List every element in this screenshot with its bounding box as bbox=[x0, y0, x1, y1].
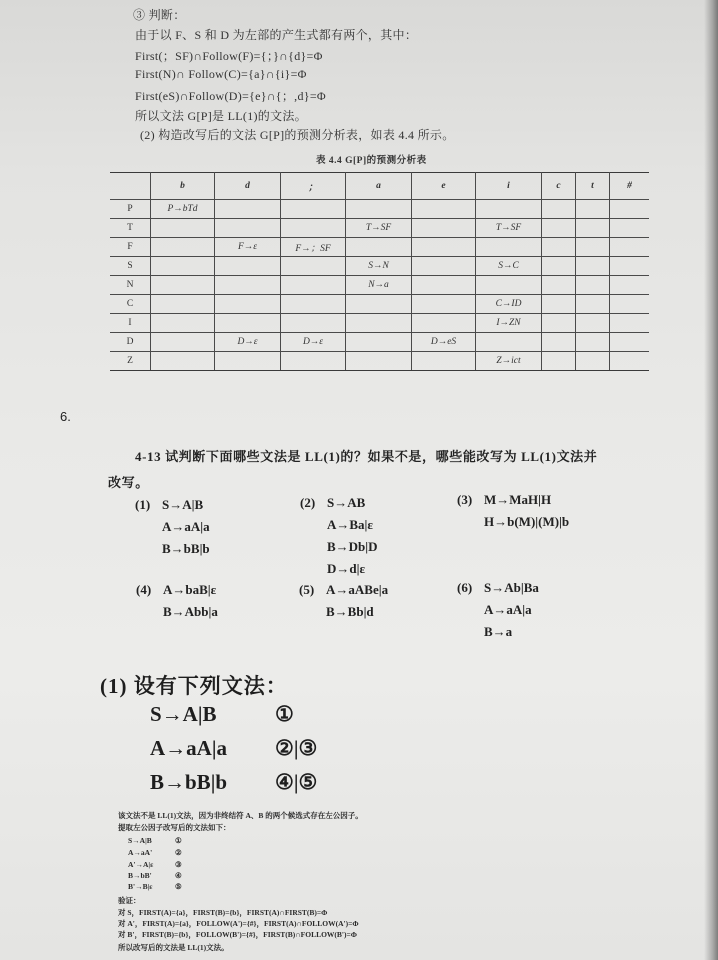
table-cell bbox=[542, 219, 576, 238]
table-row bbox=[110, 257, 649, 276]
table-cell: F→；SF bbox=[281, 238, 346, 257]
table-cell bbox=[281, 200, 346, 219]
table-cell bbox=[610, 314, 650, 333]
rule-number-tags: ① bbox=[275, 702, 294, 726]
production-rule: S→A|B bbox=[162, 497, 204, 512]
table-cell bbox=[542, 257, 576, 276]
first-follow-check: First(N)∩ Follow(C)={a}∩{i}=Φ bbox=[135, 67, 307, 81]
rewritten-rule: B'→B|ε bbox=[128, 882, 153, 891]
table-caption: 表 4.4 G[P]的预测分析表 bbox=[316, 156, 427, 166]
solution-part2: (2) 构造改写后的文法 G[P]的预测分析表，如表 4.4 所示。 bbox=[140, 128, 455, 142]
table-row-nonterminal: P bbox=[110, 200, 151, 219]
table-cell bbox=[542, 238, 576, 257]
grammar-label: (6) bbox=[457, 580, 473, 595]
grammar-label: (3) bbox=[457, 492, 473, 507]
verify-label: 验证： bbox=[118, 896, 141, 905]
table-header-terminal: i bbox=[476, 173, 542, 200]
production-rule: B→Abb|a bbox=[163, 604, 218, 619]
solution-intro: 由于以 F、S 和 D 为左部的产生式都有两个，其中： bbox=[135, 28, 418, 42]
rewritten-rule-tag: ① bbox=[175, 836, 182, 845]
table-cell bbox=[281, 352, 346, 371]
table-row-nonterminal: I bbox=[110, 314, 151, 333]
table-cell: Z→ict bbox=[476, 352, 542, 371]
production-rule: S→Ab|Ba bbox=[484, 580, 539, 595]
verify-check: 对 S，FIRST(A)={a}，FIRST(B)={b}，FIRST(A)∩FIRST(B)=Φ bbox=[118, 908, 328, 917]
table-cell bbox=[215, 352, 281, 371]
table-cell bbox=[215, 200, 281, 219]
table-row-nonterminal: C bbox=[110, 295, 151, 314]
grammar-block-2 bbox=[300, 492, 378, 580]
table-cell bbox=[610, 295, 650, 314]
table-header-terminal: t bbox=[576, 173, 610, 200]
table-cell bbox=[412, 276, 476, 295]
table-cell bbox=[346, 200, 412, 219]
table-cell bbox=[576, 257, 610, 276]
production-rule: A→aA|a bbox=[162, 519, 210, 534]
table-cell bbox=[281, 219, 346, 238]
table-cell bbox=[412, 295, 476, 314]
grammar-label: (5) bbox=[299, 582, 315, 597]
grammar-block-1 bbox=[135, 494, 210, 560]
table-row bbox=[110, 295, 649, 314]
table-row bbox=[110, 219, 649, 238]
table-cell bbox=[281, 314, 346, 333]
item-number: 6. bbox=[60, 409, 71, 424]
production-rule: A→baB|ε bbox=[163, 582, 217, 597]
table-cell: T→SF bbox=[346, 219, 412, 238]
table-header-terminal: c bbox=[542, 173, 576, 200]
table-cell bbox=[281, 276, 346, 295]
rewritten-rule: A→aA' bbox=[128, 848, 153, 857]
table-cell bbox=[610, 200, 650, 219]
table-cell bbox=[476, 238, 542, 257]
exercise-title-continued: 改写。 bbox=[108, 475, 149, 490]
answer-conclusion: 所以改写后的文法是 LL(1)文法。 bbox=[118, 943, 229, 952]
table-cell: D→eS bbox=[412, 333, 476, 352]
parse-table bbox=[110, 172, 649, 371]
table-row bbox=[110, 276, 649, 295]
page-edge-shadow bbox=[704, 0, 718, 960]
table-cell: S→C bbox=[476, 257, 542, 276]
production-rule: A→Ba|ε bbox=[327, 517, 373, 532]
grammar-heading: (1) 设有下列文法： bbox=[100, 674, 288, 698]
table-cell bbox=[476, 276, 542, 295]
table-cell bbox=[476, 200, 542, 219]
table-cell bbox=[151, 276, 215, 295]
table-header-terminal: a bbox=[346, 173, 412, 200]
table-header-terminal: e bbox=[412, 173, 476, 200]
table-cell bbox=[412, 238, 476, 257]
rewritten-rule-tag: ② bbox=[175, 848, 182, 857]
table-cell bbox=[151, 352, 215, 371]
table-cell bbox=[151, 238, 215, 257]
table-cell: P→bTd bbox=[151, 200, 215, 219]
verify-check: 对 A'，FIRST(A)={a}，FOLLOW(A')={#}，FIRST(A)∩FOLLOW(A')=Φ bbox=[118, 919, 359, 928]
production-rule: D→d|ε bbox=[327, 561, 366, 576]
table-row bbox=[110, 314, 649, 333]
table-cell bbox=[576, 352, 610, 371]
step-heading: ③ 判断： bbox=[133, 8, 186, 22]
rule-number-tags: ②|③ bbox=[275, 736, 318, 760]
production-rule: B→Bb|d bbox=[326, 604, 374, 619]
table-cell bbox=[542, 333, 576, 352]
table-row-nonterminal: S bbox=[110, 257, 151, 276]
table-cell bbox=[346, 333, 412, 352]
table-row bbox=[110, 333, 649, 352]
table-cell bbox=[542, 352, 576, 371]
production-rule: S→AB bbox=[327, 495, 366, 510]
table-cell bbox=[610, 276, 650, 295]
exercise-title: 4-13 试判断下面哪些文法是 LL(1)的？如果不是，哪些能改写为 LL(1)文法并 bbox=[135, 449, 598, 464]
table-row-nonterminal: N bbox=[110, 276, 151, 295]
grammar-block-3 bbox=[457, 489, 569, 533]
grammar-label: (4) bbox=[136, 582, 152, 597]
table-cell bbox=[610, 219, 650, 238]
table-cell bbox=[576, 200, 610, 219]
table-cell bbox=[281, 295, 346, 314]
rewritten-rule: A'→A|ε bbox=[128, 860, 154, 869]
production-rule: B→Db|D bbox=[327, 539, 378, 554]
table-cell bbox=[151, 219, 215, 238]
table-header-terminal: b bbox=[151, 173, 215, 200]
table-cell: F→ε bbox=[215, 238, 281, 257]
table-header-row bbox=[110, 173, 649, 200]
table-header-terminal: # bbox=[610, 173, 650, 200]
large-production-rule: A→aA|a bbox=[150, 736, 227, 760]
table-cell bbox=[215, 314, 281, 333]
grammar-label: (2) bbox=[300, 495, 316, 510]
table-cell: C→ID bbox=[476, 295, 542, 314]
table-cell: N→a bbox=[346, 276, 412, 295]
table-header-terminal: ； bbox=[281, 173, 346, 200]
answer-reason: 该文法不是 LL(1)文法，因为非终结符 A、B 的两个候选式存在左公因子。 bbox=[118, 811, 363, 820]
production-rule: A→aABe|a bbox=[326, 582, 389, 597]
table-cell bbox=[346, 295, 412, 314]
grammar-block-6 bbox=[457, 577, 539, 643]
table-cell bbox=[215, 295, 281, 314]
grammar-block-4 bbox=[136, 579, 218, 623]
table-cell: T→SF bbox=[476, 219, 542, 238]
table-row-nonterminal: T bbox=[110, 219, 151, 238]
table-cell bbox=[610, 352, 650, 371]
table-cell bbox=[412, 257, 476, 276]
table-cell bbox=[542, 314, 576, 333]
table-cell bbox=[151, 333, 215, 352]
rewritten-rule-tag: ④ bbox=[175, 871, 182, 880]
table-cell: I→ZN bbox=[476, 314, 542, 333]
table-cell bbox=[476, 333, 542, 352]
table-cell bbox=[151, 295, 215, 314]
table-corner-header bbox=[110, 173, 151, 200]
verify-check: 对 B'，FIRST(B)={b}，FOLLOW(B')={#}，FIRST(B)∩FOLLOW(B')=Φ bbox=[118, 930, 357, 939]
table-cell bbox=[610, 257, 650, 276]
table-row bbox=[110, 200, 649, 219]
grammar-block-5 bbox=[299, 579, 388, 623]
rewritten-rule: B→bB' bbox=[128, 871, 152, 880]
table-cell bbox=[215, 276, 281, 295]
table-cell bbox=[542, 276, 576, 295]
table-cell bbox=[576, 314, 610, 333]
table-cell bbox=[542, 200, 576, 219]
first-follow-check: First(；SF)∩Follow(F)={；}∩{d}=Φ bbox=[135, 49, 323, 63]
rule-number-tags: ④|⑤ bbox=[275, 770, 318, 794]
rewritten-rule: S→A|B bbox=[128, 836, 152, 845]
large-production-rule: B→bB|b bbox=[150, 770, 227, 794]
large-production-rule: S→A|B bbox=[150, 702, 217, 726]
table-cell bbox=[215, 257, 281, 276]
production-rule: H→b(M)|(M)|b bbox=[484, 514, 570, 529]
table-cell bbox=[412, 352, 476, 371]
table-cell bbox=[576, 238, 610, 257]
production-rule: A→aA|a bbox=[484, 602, 532, 617]
table-cell bbox=[576, 219, 610, 238]
rewritten-rule-tag: ③ bbox=[175, 860, 182, 869]
table-cell: D→ε bbox=[215, 333, 281, 352]
table-header-terminal: d bbox=[215, 173, 281, 200]
table-cell bbox=[576, 295, 610, 314]
table-cell bbox=[576, 333, 610, 352]
production-rule: B→bB|b bbox=[162, 541, 210, 556]
table-cell bbox=[281, 257, 346, 276]
table-cell bbox=[412, 314, 476, 333]
table-cell bbox=[151, 257, 215, 276]
table-row-nonterminal: D bbox=[110, 333, 151, 352]
table-cell bbox=[412, 200, 476, 219]
table-row-nonterminal: Z bbox=[110, 352, 151, 371]
production-rule: B→a bbox=[484, 624, 513, 639]
table-cell: D→ε bbox=[281, 333, 346, 352]
first-follow-check: First(eS)∩Follow(D)={e}∩{；,d}=Φ bbox=[135, 89, 326, 103]
table-row bbox=[110, 352, 649, 371]
grammar-label: (1) bbox=[135, 497, 151, 512]
table-cell bbox=[346, 238, 412, 257]
table-cell bbox=[412, 219, 476, 238]
table-cell bbox=[346, 352, 412, 371]
table-cell bbox=[610, 238, 650, 257]
table-cell bbox=[346, 314, 412, 333]
table-row bbox=[110, 238, 649, 257]
table-cell bbox=[215, 219, 281, 238]
answer-rewrite-intro: 提取左公因子改写后的文法如下： bbox=[118, 823, 231, 832]
table-cell bbox=[542, 295, 576, 314]
table-row-nonterminal: F bbox=[110, 238, 151, 257]
production-rule: M→MaH|H bbox=[484, 492, 552, 507]
rewritten-rule-tag: ⑤ bbox=[175, 882, 182, 891]
table-cell: S→N bbox=[346, 257, 412, 276]
table-cell bbox=[610, 333, 650, 352]
solution-conclusion: 所以文法 G[P]是 LL(1)的文法。 bbox=[135, 109, 307, 123]
table-cell bbox=[576, 276, 610, 295]
table-cell bbox=[151, 314, 215, 333]
